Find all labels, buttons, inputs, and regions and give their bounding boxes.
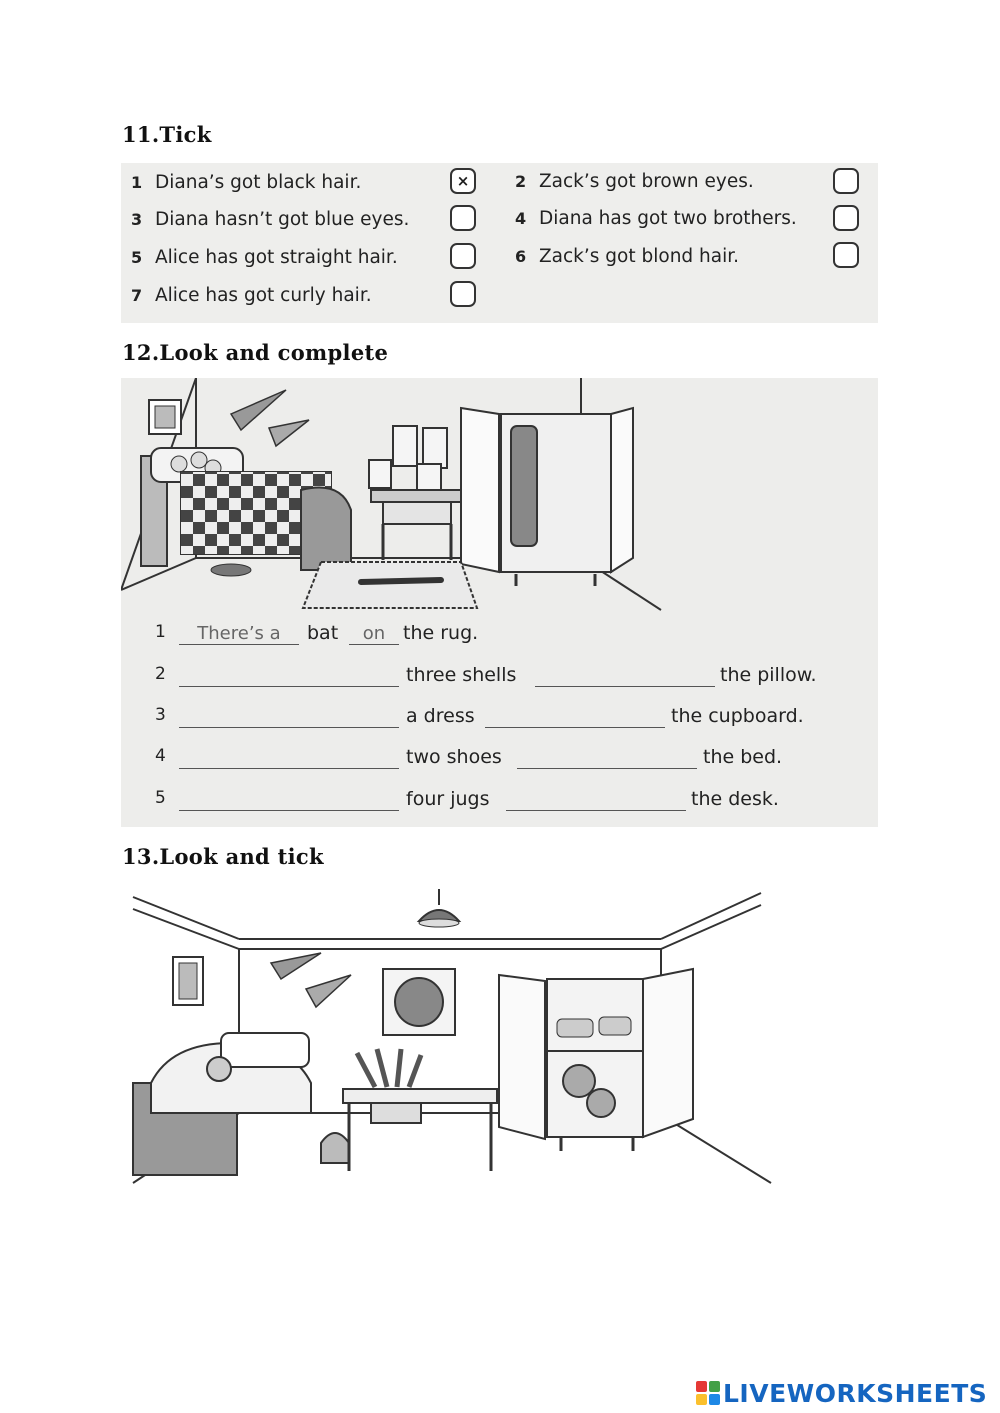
tick-item-5: [131, 247, 398, 268]
tick-panel: [121, 163, 878, 323]
sentence-number: 5: [155, 788, 166, 808]
ceiling-lamp: [419, 889, 459, 927]
sentence-1: [121, 622, 878, 652]
sentence-word: three shells: [406, 664, 517, 686]
rug: [303, 562, 477, 608]
item-text: Alice has got straight hair.: [155, 247, 398, 268]
table-with-pens: [343, 1049, 497, 1171]
bed-with-doll: [133, 1033, 349, 1175]
tick-item-2: [515, 171, 754, 192]
tick-item-6: [515, 246, 739, 267]
blank-1-a[interactable]: [179, 622, 299, 645]
blank-3-a[interactable]: [179, 705, 399, 728]
tick-box-7[interactable]: [450, 281, 476, 307]
item-number: 4: [515, 209, 527, 228]
blank-2-b[interactable]: [535, 664, 715, 687]
section-11-title: 11.Tick: [122, 122, 212, 147]
blank-1-b[interactable]: [349, 622, 399, 645]
item-number: 7: [131, 286, 143, 305]
blank-4-b[interactable]: [517, 746, 697, 769]
blank-5-a[interactable]: [179, 788, 399, 811]
cupboard: [461, 408, 633, 586]
item-text: Zack’s got blond hair.: [539, 246, 740, 267]
sentence-number: 3: [155, 705, 166, 725]
blank-3-b[interactable]: [485, 705, 665, 728]
tick-item-1: [131, 172, 361, 193]
wall-picture: [149, 400, 181, 434]
sentence-4: [121, 746, 878, 776]
tick-box-2[interactable]: [833, 168, 859, 194]
tick-item-3: [131, 209, 409, 230]
tick-box-3[interactable]: [450, 205, 476, 231]
sentence-3: [121, 705, 878, 735]
sentence-number: 4: [155, 746, 166, 766]
tick-box-6[interactable]: [833, 242, 859, 268]
liveworksheets-logo: [696, 1378, 987, 1408]
sentence-word: the cupboard.: [671, 705, 804, 727]
bedroom-panel: [121, 378, 878, 827]
tick-item-4: [515, 208, 797, 229]
tick-box-5[interactable]: [450, 243, 476, 269]
sentence-number: 2: [155, 664, 166, 684]
wardrobe: [499, 969, 693, 1151]
tick-box-1[interactable]: ×: [450, 168, 476, 194]
sentence-word: the desk.: [691, 788, 779, 810]
sentence-number: 1: [155, 622, 166, 642]
item-text: Zack’s got brown eyes.: [539, 171, 754, 192]
logo-text: LIVEWORKSHEETS: [723, 1378, 988, 1408]
desk: [369, 426, 461, 560]
item-number: 3: [131, 210, 143, 229]
item-number: 6: [515, 247, 527, 266]
item-text: Diana hasn’t got blue eyes.: [155, 209, 410, 230]
blank-5-b[interactable]: [506, 788, 686, 811]
sentence-5: [121, 788, 878, 818]
bed: [141, 448, 351, 576]
room-illustration: [121, 883, 781, 1226]
item-number: 1: [131, 173, 143, 192]
section-12-title: 12.Look and complete: [122, 340, 389, 365]
sentence-word: the rug.: [403, 622, 479, 644]
sentence-word: a dress: [406, 705, 475, 727]
item-number: 5: [131, 248, 143, 267]
sentence-2: [121, 664, 878, 694]
sentence-word: four jugs: [406, 788, 490, 810]
room-panel: [121, 883, 781, 1226]
item-text: Diana has got two brothers.: [539, 208, 797, 229]
tick-item-7: [131, 285, 372, 306]
tick-box-4[interactable]: [833, 205, 859, 231]
section-13-title: 13.Look and tick: [122, 844, 324, 869]
item-number: 2: [515, 172, 527, 191]
sentence-word: bat: [307, 622, 339, 644]
sentence-word: the bed.: [703, 746, 783, 768]
item-text: Diana’s got black hair.: [155, 172, 362, 193]
blank-4-a[interactable]: [179, 746, 399, 769]
logo-icon: [696, 1381, 720, 1405]
globe-poster: [383, 969, 455, 1035]
sentence-word: the pillow.: [720, 664, 817, 686]
blank-2-a[interactable]: [179, 664, 399, 687]
item-text: Alice has got curly hair.: [155, 285, 372, 306]
sentence-word: two shoes: [406, 746, 502, 768]
